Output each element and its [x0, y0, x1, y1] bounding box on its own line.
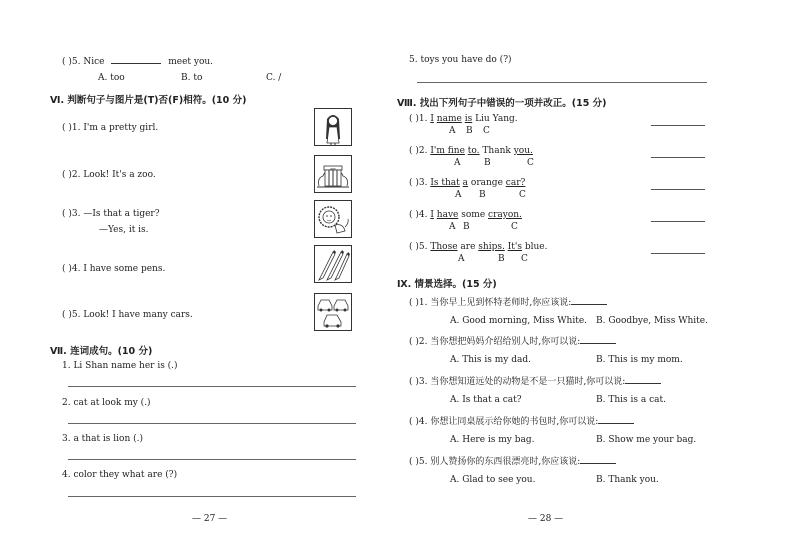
sec8-item-3: ( )3. Is that a orange car?	[409, 178, 526, 188]
label-a: A	[458, 254, 465, 264]
sec9-item-3-option-a: A. Is that a cat?	[450, 395, 522, 405]
answer-blank[interactable]	[580, 335, 616, 344]
sec6-item-3-answer: —Yes, it is.	[99, 225, 149, 235]
sec8-answer-line-2[interactable]	[651, 157, 705, 158]
sec7-item-4: 4. color they what are (?)	[62, 470, 178, 480]
sec9-item-4-option-b: B. Show me your bag.	[596, 435, 697, 445]
pens-icon	[315, 246, 351, 282]
sec8-item-2: ( )2. I'm fine to. Thank you.	[409, 146, 533, 156]
sec9-item-2: ( )2. 当你想把妈妈介绍给别人时,你可以说:	[409, 334, 616, 347]
sec6-item-5: ( )5. Look! I have many cars.	[62, 310, 193, 320]
label-b: B	[498, 254, 505, 264]
label-c: C	[527, 158, 534, 168]
sec9-item-5-option-b: B. Thank you.	[596, 475, 659, 485]
svg-text:zoo: zoo	[330, 166, 336, 171]
label-a: A	[455, 190, 462, 200]
lion-icon	[315, 201, 351, 237]
label-a: A	[449, 222, 456, 232]
sec9-item-4-option-a: A. Here is my bag.	[450, 435, 535, 445]
cars-picture	[314, 293, 352, 331]
lion-picture	[314, 200, 352, 238]
label-a: A	[449, 126, 456, 136]
sec7-answer-line-1[interactable]	[68, 386, 356, 387]
pens-picture	[314, 245, 352, 283]
answer-blank[interactable]	[111, 55, 161, 64]
left-q5-option-a: A. too	[98, 73, 125, 83]
sec7-item-1: 1. Li Shan name her is (.)	[62, 361, 178, 371]
right-q5-question: 5. toys you have do (?)	[409, 55, 512, 65]
answer-blank[interactable]	[598, 415, 634, 424]
cars-icon	[315, 294, 351, 330]
left-q5-option-c: C. /	[266, 73, 282, 83]
left-q5-question: ( )5. Nice meet you.	[62, 57, 214, 67]
sec7-answer-line-3[interactable]	[68, 459, 356, 460]
label-c: C	[521, 254, 528, 264]
page-number-right: — 28 —	[528, 514, 564, 524]
sec8-item-5: ( )5. Those are ships. It's blue.	[409, 242, 548, 252]
sec7-item-2: 2. cat at look my (.)	[62, 398, 151, 408]
sec9-item-5: ( )5. 别人赞扬你的东西很漂亮时,你应该说:	[409, 454, 616, 467]
sec9-item-4: ( )4. 你想让同桌展示给你她的书包时,你可以说:	[409, 414, 634, 427]
sec8-item-4: ( )4. I have some crayon.	[409, 210, 522, 220]
section-7-title: Ⅶ. 连词成句。(10 分)	[50, 346, 153, 357]
label-b: B	[479, 190, 486, 200]
sec8-answer-line-5[interactable]	[651, 253, 705, 254]
left-q5-option-b: B. to	[181, 73, 203, 83]
answer-blank[interactable]	[580, 455, 616, 464]
section-8-title: Ⅷ. 找出下列句子中错误的一项并改正。(15 分)	[397, 98, 607, 109]
sec9-item-1-option-a: A. Good morning, Miss White.	[450, 316, 587, 326]
label-b: B	[466, 126, 473, 136]
sec9-item-1: ( )1. 当你早上见到怀特老师时,你应该说:	[409, 295, 607, 308]
label-a: A	[454, 158, 461, 168]
sec7-answer-line-4[interactable]	[68, 496, 356, 497]
label-c: C	[483, 126, 490, 136]
label-b: B	[484, 158, 491, 168]
page-number-left: — 27 —	[192, 514, 228, 524]
sec9-item-2-option-a: A. This is my dad.	[450, 355, 531, 365]
sec9-item-2-option-b: B. This is my mom.	[596, 355, 683, 365]
sec9-item-3-option-b: B. This is a cat.	[596, 395, 666, 405]
sec6-item-1: ( )1. I'm a pretty girl.	[62, 123, 159, 133]
sec7-answer-line-2[interactable]	[68, 423, 356, 424]
right-q5-answer-line[interactable]	[417, 82, 707, 83]
sec9-item-1-option-b: B. Goodbye, Miss White.	[596, 316, 708, 326]
label-c: C	[519, 190, 526, 200]
section-6-title: Ⅵ. 判断句子与图片是(T)否(F)相符。(10 分)	[50, 95, 247, 106]
sec6-item-3: ( )3. —Is that a tiger?	[62, 209, 160, 219]
sec8-item-1: ( )1. I name is Liu Yang.	[409, 114, 518, 124]
sec7-item-3: 3. a that is lion (.)	[62, 434, 144, 444]
sec9-item-3: ( )3. 当你想知道远处的动物是不是一只猫时,你可以说:	[409, 374, 661, 387]
label-c: C	[511, 222, 518, 232]
girl-icon	[315, 109, 351, 145]
sec8-answer-line-1[interactable]	[651, 125, 705, 126]
sec9-item-5-option-a: A. Glad to see you.	[450, 475, 536, 485]
section-9-title: Ⅸ. 情景选择。(15 分)	[397, 279, 497, 290]
sec6-item-4: ( )4. I have some pens.	[62, 264, 166, 274]
sec8-answer-line-3[interactable]	[651, 189, 705, 190]
answer-blank[interactable]	[571, 296, 607, 305]
sec6-item-2: ( )2. Look! It's a zoo.	[62, 170, 156, 180]
answer-blank[interactable]	[625, 375, 661, 384]
zoo-gate-icon	[315, 156, 351, 192]
label-b: B	[463, 222, 470, 232]
girl-picture	[314, 108, 352, 146]
sec8-answer-line-4[interactable]	[651, 221, 705, 222]
zoo-picture	[314, 155, 352, 193]
